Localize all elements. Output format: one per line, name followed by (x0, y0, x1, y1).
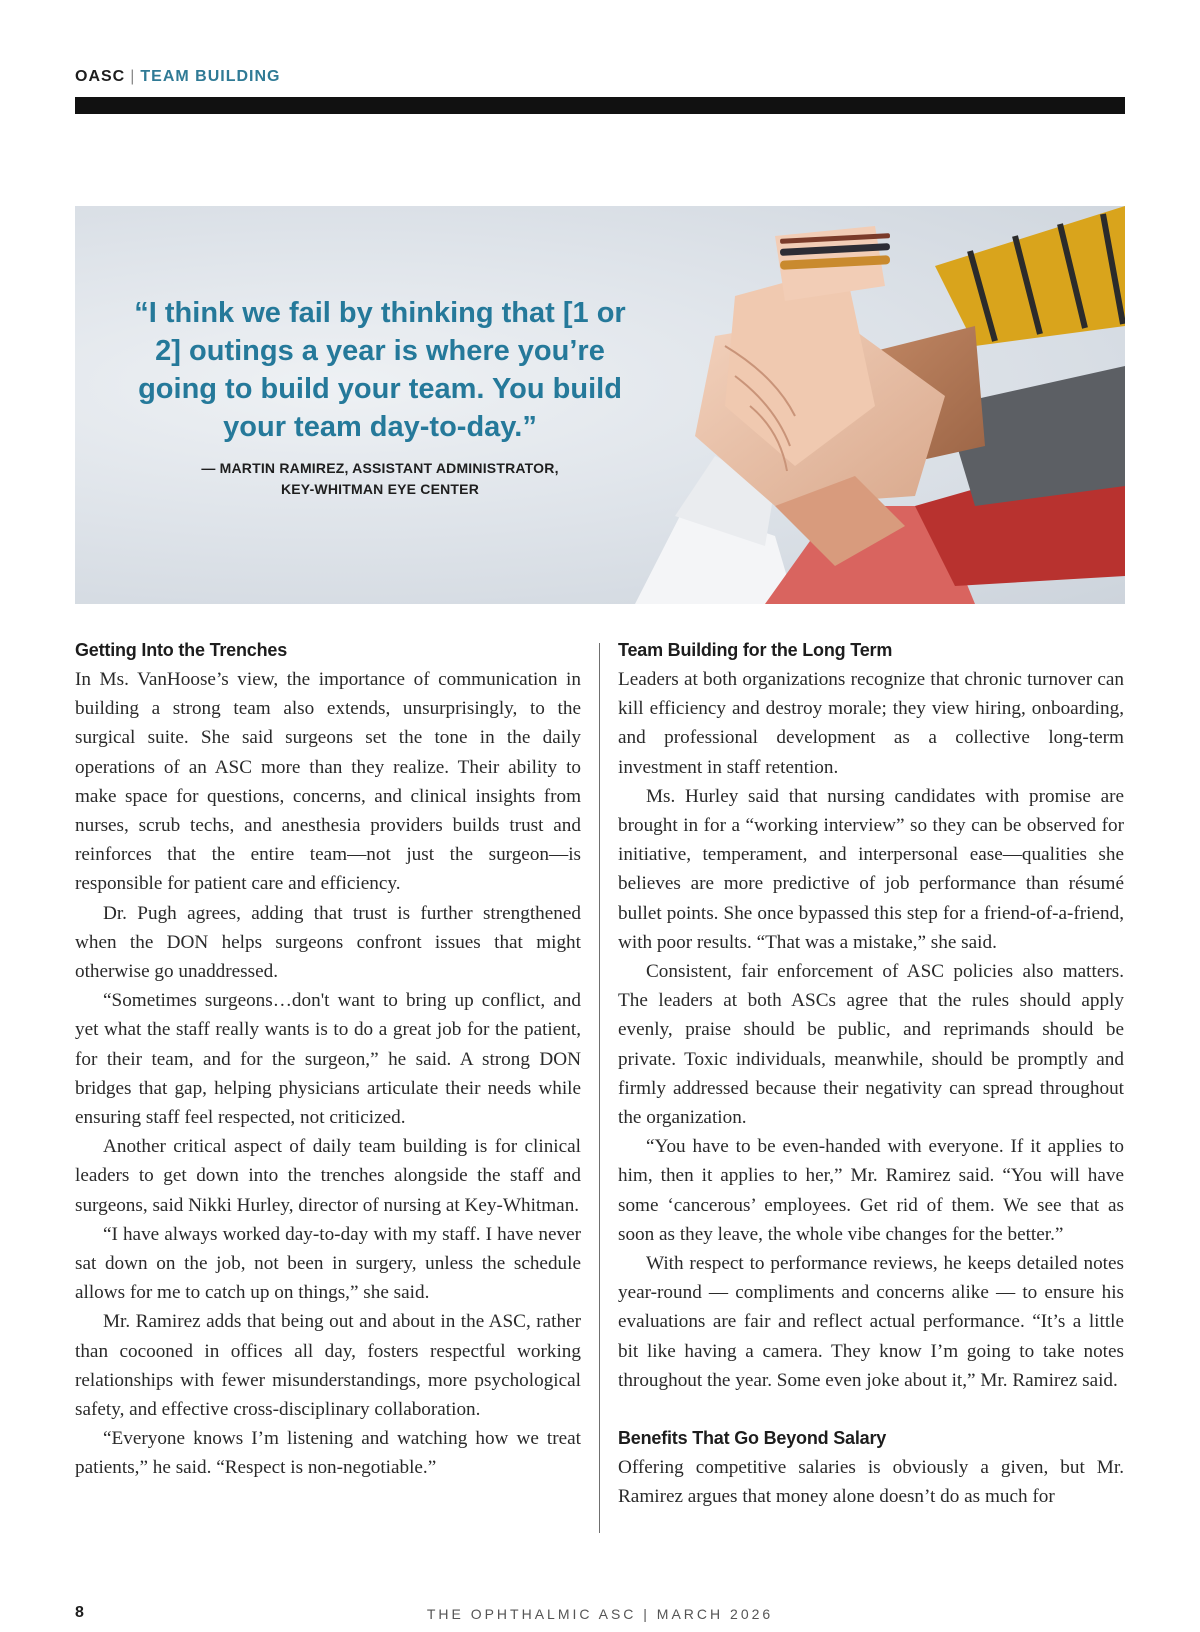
section-heading: Benefits That Go Beyond Salary (618, 1428, 887, 1449)
body-paragraph: “I have always worked day-to-day with my staff. I have never sat down on the job, not been in surgery, unless the schedule allows for me to catch up on things,” she said. (75, 1223, 581, 1304)
header-separator: | (130, 68, 136, 85)
body-paragraph: “You have to be even-handed with everyone. If it applies to him, then it applies to her,” Mr. Ramirez said. “You will have some ‘cancerous’ employees. Get rid of them. We see that as soon as they leave, the whole vibe changes for the better.” (618, 1136, 1124, 1245)
attribution-line-1: — MARTIN RAMIREZ, ASSISTANT ADMINISTRATOR, (201, 460, 559, 476)
footer-publication-line: THE OPHTHALMIC ASC | MARCH 2026 (426, 1606, 774, 1622)
attribution-line-2: KEY-WHITMAN EYE CENTER (280, 481, 480, 497)
section-heading: Team Building for the Long Term (618, 640, 893, 660)
body-paragraph: “Everyone knows I’m listening and watching how we treat patients,” he said. “Respect is non-negotiable.” (75, 1428, 581, 1479)
body-paragraph: “Sometimes surgeons…don't want to bring up conflict, and yet what the staff really wants is to do a great job for the patient, for their team, and for the surgeon,” he said. A strong DON bridges that gap, helping physicians articulate their needs while ensuring staff feel respected, not criticized. (75, 990, 581, 1129)
section-name: TEAM BUILDING (140, 68, 281, 85)
body-paragraph: Dr. Pugh agrees, adding that trust is further strengthened when the DON helps surgeons confront issues that might otherwise go unaddressed. (75, 902, 581, 983)
quote-attribution (155, 458, 605, 500)
page-number: 8 (75, 1604, 84, 1621)
right-column (618, 636, 1124, 1511)
left-column (75, 636, 581, 1483)
body-paragraph: Consistent, fair enforcement of ASC policies also matters. The leaders at both ASCs agree that the rules should apply evenly, praise should be public, and reprimands should be private. Toxic individuals, meanwhile, should be promptly and firmly addressed because their negativity can spread throughout the organization. (618, 961, 1124, 1129)
body-paragraph: Leaders at both organizations recognize that chronic turnover can kill efficiency and destroy morale; they view hiring, onboarding, and professional development as a collective long-term investment in staff retention. (618, 669, 1124, 778)
body-paragraph: Offering competitive salaries is obviously a given, but Mr. Ramirez argues that money alone doesn’t do as much for (618, 1457, 1124, 1508)
pull-quote: “I think we fail by thinking that [1 or 2] outings a year is where you’re going to build your team. You build your team day-to-day.” (134, 297, 626, 443)
header-rule (75, 97, 1125, 114)
body-paragraph: Ms. Hurley said that nursing candidates with promise are brought in for a “working interview” so they can be observed for initiative, temperament, and interpersonal ease—qualities she believes are more predictive of job performance than résumé bullet points. She once bypassed this step for a friend-of-a-friend, with poor results. “That was a mistake,” she said. (618, 785, 1124, 953)
column-divider (599, 643, 600, 1533)
body-paragraph: Another critical aspect of daily team building is for clinical leaders to get down into the trenches alongside the staff and surgeons, said Nikki Hurley, director of nursing at Key-Whitman. (75, 1136, 581, 1216)
body-paragraph: Mr. Ramirez adds that being out and about in the ASC, rather than cocooned in offices all day, fosters respectful working relationships with fewer misunderstandings, more psychological safety, and effective cross-disciplinary collaboration. (75, 1311, 581, 1421)
section-header (75, 68, 281, 86)
hero-image (75, 206, 1125, 604)
section-heading: Getting Into the Trenches (75, 640, 288, 660)
publication-name: OASC (75, 68, 126, 85)
body-paragraph: With respect to performance reviews, he keeps detailed notes year-round — compliments and concerns alike — to ensure his evaluations are fair and reflect actual performance. “It’s a little bit like having a camera. They know I’m going to take notes throughout the year. Some even joke about it,” Mr. Ramirez said. (618, 1253, 1124, 1391)
body-paragraph: In Ms. VanHoose’s view, the importance of communication in building a strong team also extends, unsurprisingly, to the surgical suite. She said surgeons set the tone in the daily operations of an ASC more than they realize. Their ability to make space for questions, concerns, and clinical insights from nurses, scrub techs, and anesthesia providers builds trust and reinforces that the entire team—not just the surgeon—is responsible for patient care and efficiency. (75, 669, 581, 895)
